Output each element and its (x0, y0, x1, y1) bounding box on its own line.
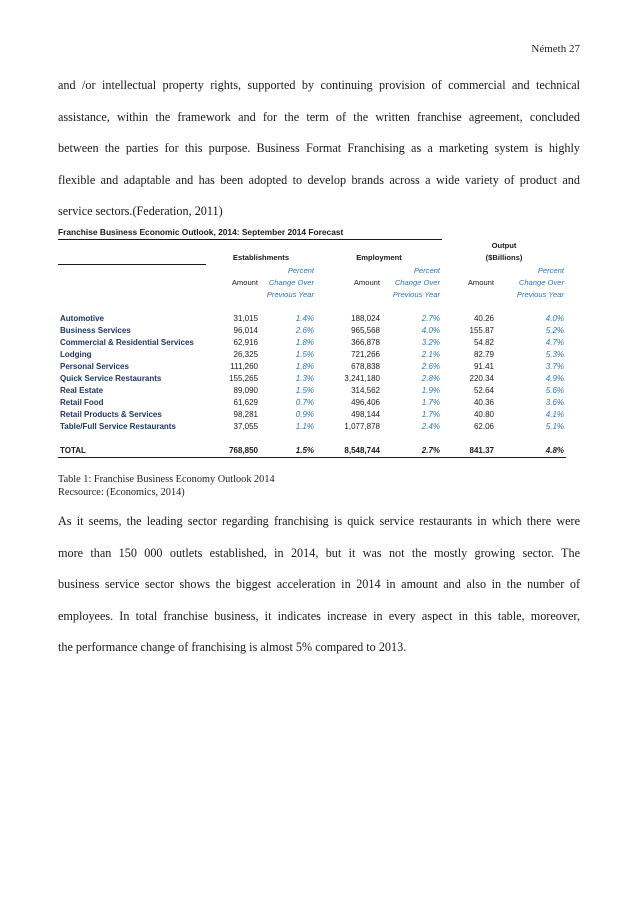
output-header-line1: Output (491, 240, 517, 250)
paragraph-line: flexible and adaptable and has been adopted to develop brands across a wide variety of product and (58, 172, 580, 187)
subheader-change-over: Change Over (268, 278, 314, 287)
subheader-percent: Percent (287, 265, 314, 275)
employment-pct: 1.7% (421, 398, 440, 407)
subheader-row-2 (58, 277, 566, 289)
subheader-change-over: Change Over (518, 278, 565, 287)
paragraph-line: between the parties for this purpose. Business Format Franchising as a marketing system is highly (58, 141, 580, 155)
table-row (58, 397, 566, 409)
output-amount: 40.80 (473, 410, 494, 419)
page-header: Németh 27 (531, 43, 580, 55)
output-amount: 40.36 (473, 398, 494, 407)
paragraph-line: employees. In total franchise business, it indicates increase in every aspect in this table, moreover, (58, 608, 580, 623)
subheader-amount: Amount (353, 278, 380, 287)
output-amount: 82.79 (473, 350, 494, 359)
establishments-amount: 98,281 (233, 410, 258, 419)
employment-amount: 1,077,878 (344, 422, 380, 431)
total-label: TOTAL (58, 445, 206, 458)
header-row-groups (58, 252, 566, 265)
franchise-outlook-table (58, 225, 566, 458)
subheader-amount: Amount (467, 278, 494, 287)
total-output: 841.37 (442, 445, 496, 458)
paragraph-line: business service sector shows the biggest acceleration in 2014 in amount and also in the number of (58, 577, 580, 591)
establishments-pct: 1.5% (295, 386, 314, 395)
output-pct: 5.6% (545, 386, 565, 395)
employment-pct: 4.0% (421, 326, 440, 335)
spacer-row (58, 433, 566, 445)
establishments-amount: 62,916 (233, 338, 258, 347)
output-pct: 5.2% (545, 326, 565, 335)
table-title: Franchise Business Economic Outlook, 2014: September 2014 Forecast (58, 227, 344, 237)
employment-amount: 498,144 (351, 410, 380, 419)
output-pct: 4.0% (545, 314, 565, 323)
output-amount: 52.64 (473, 386, 494, 395)
employment-pct: 2.6% (421, 362, 440, 371)
establishments-pct: 1.5% (295, 350, 314, 359)
subheader-previous-year: Previous Year (266, 290, 314, 299)
output-pct: 3.7% (545, 362, 565, 371)
table-row (58, 409, 566, 421)
sector-name: Automotive (60, 314, 104, 323)
establishments-amount: 31,015 (233, 314, 258, 323)
table-row (58, 385, 566, 397)
table-row (58, 349, 566, 361)
output-pct: 3.6% (545, 398, 565, 407)
subheader-previous-year: Previous Year (392, 290, 440, 299)
output-header-line2: ($Billions) (485, 253, 523, 263)
table-row (58, 325, 566, 337)
sector-name: Retail Products & Services (60, 410, 162, 419)
establishments-pct: 0.7% (295, 398, 314, 407)
output-amount: 91.41 (473, 362, 494, 371)
employment-amount: 188,024 (351, 314, 380, 323)
sector-name: Table/Full Service Restaurants (60, 422, 176, 431)
subheader-percent: Percent (413, 265, 440, 275)
sector-name: Personal Services (60, 362, 129, 371)
subheader-row-3 (58, 289, 566, 301)
intro-paragraph (58, 70, 580, 228)
establishments-amount: 26,325 (233, 350, 258, 359)
output-pct: 5.1% (545, 422, 565, 431)
table-row (58, 313, 566, 325)
subheader-percent: Percent (537, 265, 565, 275)
paragraph-line: assistance, within the framework and for the term of the written franchise agreement, concluded (58, 109, 580, 124)
establishments-amount: 37,055 (233, 422, 258, 431)
employment-amount: 314,562 (351, 386, 380, 395)
establishments-amount: 61,629 (233, 398, 258, 407)
paragraph-line: service sectors.(Federation, 2011) (58, 204, 223, 218)
establishments-pct: 1.1% (295, 422, 314, 431)
establishments-amount: 96,014 (233, 326, 258, 335)
employment-pct: 2.8% (421, 374, 440, 383)
output-amount: 62.06 (473, 422, 494, 431)
output-amount: 54.82 (473, 338, 494, 347)
employment-pct: 3.2% (421, 338, 440, 347)
total-output-pct: 4.8% (496, 445, 566, 458)
header-row-output (58, 240, 566, 253)
establishments-pct: 1.3% (295, 374, 314, 383)
paragraph-line: the performance change of franchising is almost 5% compared to 2013. (58, 640, 407, 654)
paragraph-line: As it seems, the leading sector regarding franchising is quick service restaurants in which there were (58, 514, 580, 528)
data-table (58, 239, 566, 458)
establishments-pct: 1.8% (295, 362, 314, 371)
subheader-previous-year: Previous Year (516, 290, 565, 299)
output-amount: 220.34 (469, 374, 494, 383)
table-row (58, 373, 566, 385)
sector-name: Quick Service Restaurants (60, 374, 162, 383)
employment-amount: 965,568 (351, 326, 380, 335)
subheader-amount: Amount (231, 278, 258, 287)
subheader-row-1 (58, 265, 566, 278)
table-row (58, 337, 566, 349)
sector-name: Lodging (60, 350, 92, 359)
establishments-amount: 89,090 (233, 386, 258, 395)
table-caption (58, 473, 275, 499)
establishments-header: Establishments (232, 253, 290, 263)
employment-pct: 2.4% (421, 422, 440, 431)
establishments-pct: 1.4% (295, 314, 314, 323)
caption-source: Recsource: (Economics, 2014) (58, 487, 185, 498)
total-row (58, 445, 566, 458)
employment-amount: 366,878 (351, 338, 380, 347)
output-pct: 4.9% (545, 374, 565, 383)
output-pct: 5.3% (545, 350, 565, 359)
establishments-amount: 111,260 (230, 362, 258, 371)
employment-amount: 496,406 (351, 398, 380, 407)
total-establishments-pct: 1.5% (260, 445, 316, 458)
total-employment-pct: 2.7% (382, 445, 442, 458)
employment-header: Employment (356, 253, 402, 263)
employment-pct: 2.7% (421, 314, 440, 323)
employment-amount: 3,241,180 (344, 374, 380, 383)
spacer-row (58, 301, 566, 313)
employment-pct: 2.1% (421, 350, 440, 359)
total-employment: 8,548,744 (316, 445, 382, 458)
establishments-pct: 0.9% (295, 410, 314, 419)
sector-name: Business Services (60, 326, 131, 335)
output-pct: 4.1% (545, 410, 565, 419)
sector-name: Real Estate (60, 386, 104, 395)
total-establishments: 768,850 (206, 445, 260, 458)
employment-amount: 678,838 (351, 362, 380, 371)
output-amount: 155.87 (469, 326, 494, 335)
employment-pct: 1.9% (421, 386, 440, 395)
caption-title: Table 1: Franchise Business Economy Outlook 2014 (58, 474, 275, 485)
employment-amount: 721,266 (351, 350, 380, 359)
subheader-change-over: Change Over (394, 278, 440, 287)
employment-pct: 1.7% (421, 410, 440, 419)
establishments-pct: 2.6% (295, 326, 314, 335)
establishments-pct: 1.8% (295, 338, 314, 347)
paragraph-line: more than 150 000 outlets established, in 2014, but it was not the mostly growing sector. The (58, 545, 580, 560)
paragraph-line: and /or intellectual property rights, supported by continuing provision of commercial and technical (58, 78, 580, 92)
establishments-amount: 155,265 (229, 374, 258, 383)
table-row (58, 421, 566, 433)
output-amount: 40.26 (473, 314, 494, 323)
sector-name: Commercial & Residential Services (60, 338, 194, 347)
sector-name: Retail Food (60, 398, 104, 407)
analysis-paragraph (58, 506, 580, 664)
output-pct: 4.7% (545, 338, 565, 347)
table-row (58, 361, 566, 373)
